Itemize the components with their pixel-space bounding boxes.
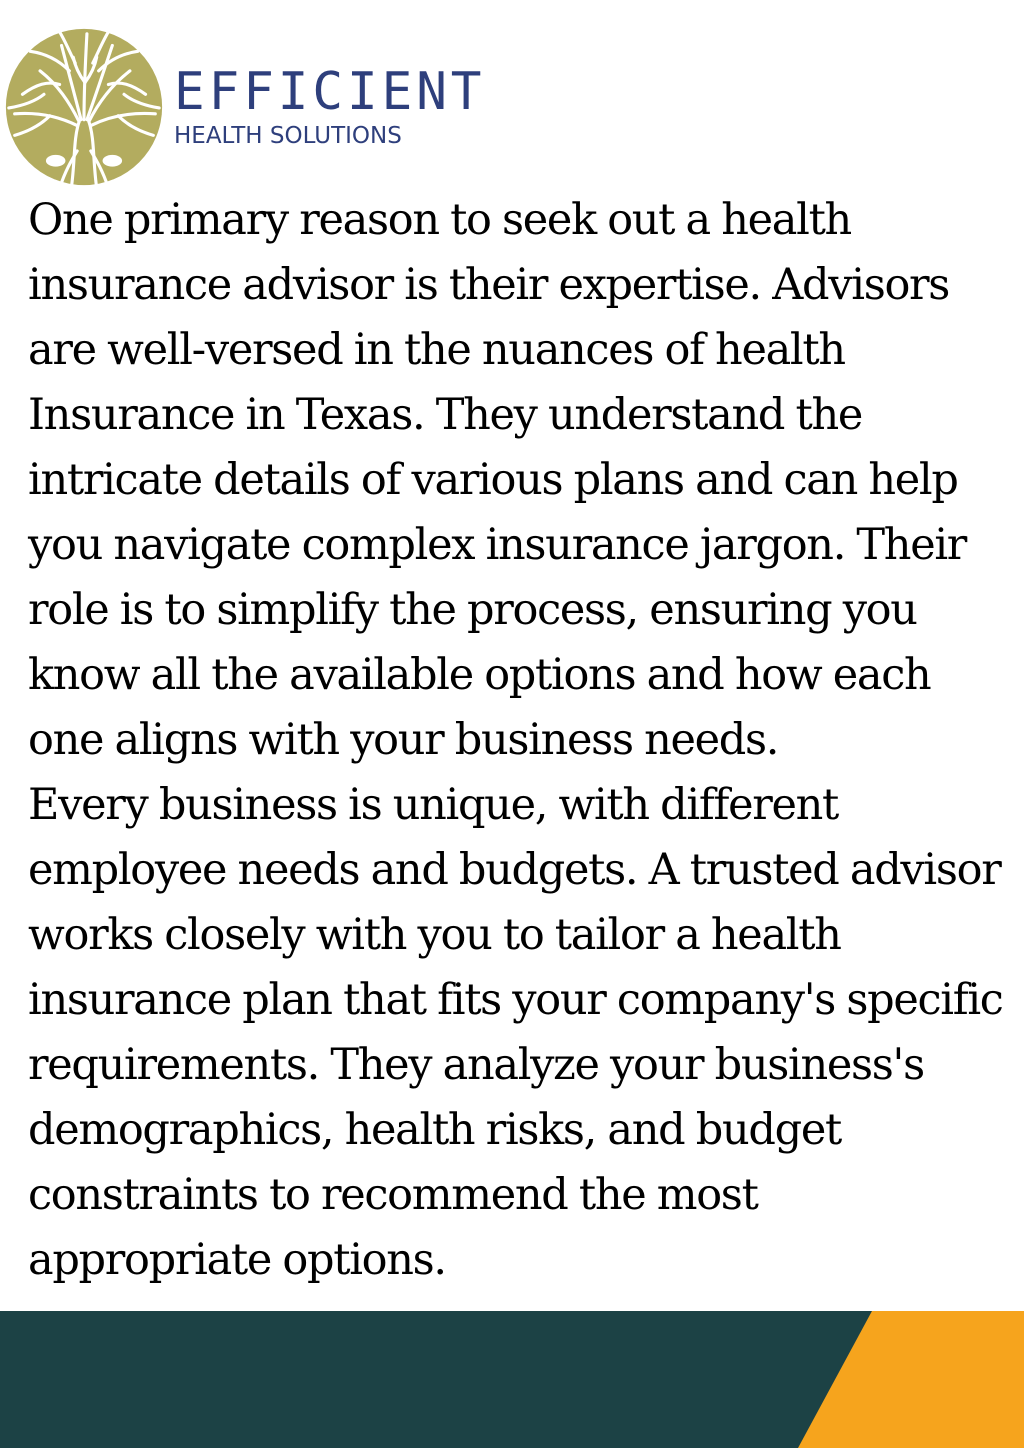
- footer-graphic: [0, 1311, 1024, 1448]
- footer-band: [0, 1311, 1024, 1448]
- article-body: [28, 188, 1008, 1293]
- paragraph-expertise: One primary reason to seek out a health insurance advisor is their expertise. Advisors are well-versed in the nuances of health Insurance in Texas. They understand the intricate details of various plans and can help you navigate complex insurance jargon. Their role is to simplify the process, ensuring you know all the available options and how each one aligns with your business needs.: [28, 195, 967, 765]
- brand-wordmark: [174, 62, 492, 150]
- brand-logo: [0, 18, 500, 188]
- brand-tagline: HEALTH SOLUTIONS: [174, 123, 402, 149]
- paragraph-tailored-plans: Every business is unique, with different employee needs and budgets. A trusted advisor works closely with you to tailor a health insurance plan that fits your company's specific requirements. They analyze your business's demographics, health risks, and budget constraints to recommend the most appropriate options.: [28, 780, 1003, 1285]
- brand-name: EFFICIENT: [174, 62, 486, 122]
- tree-emblem-icon: [0, 24, 168, 190]
